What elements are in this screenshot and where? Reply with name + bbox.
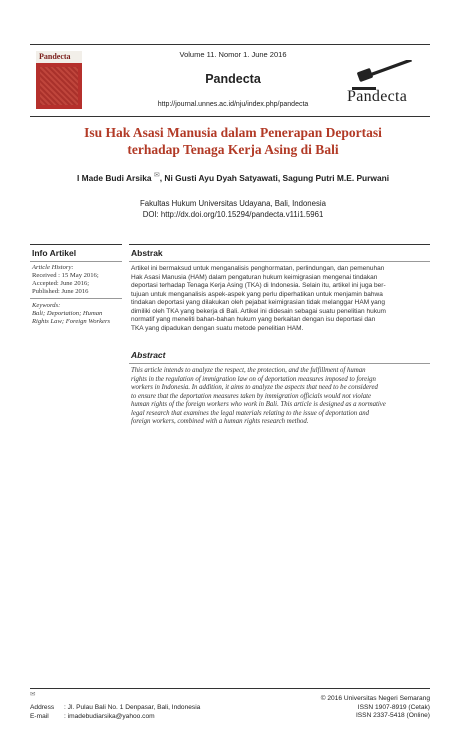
author-list [0,171,466,183]
address-value: : Jl. Pulau Bali No. 1 Denpasar, Bali, Indonesia [64,704,201,711]
article-title [0,124,466,158]
cover-title: Pandecta [39,52,71,61]
abstract-line: rights in the regulation of immigration law on of deportation measures imposed to foreign [131,375,376,383]
affiliation: Fakultas Hukum Universitas Udayana, Bali, Indonesia [140,199,326,208]
abstrak-line: Hak Asasi Manusia (HAM) dalam pengaturan hukum keimigrasian mengenai tindakan [131,273,378,281]
info-top-rule [30,244,122,245]
journal-name: Pandecta [205,72,261,86]
abstrak-line: deportasi terhadap Tenaga Kerja Asing (TKA) di Indonesia. Selain itu, artikel ini juga ber- [131,282,386,289]
title-line-2: terhadap Tenaga Kerja Asing di Bali [127,142,339,157]
abstract-line: foreign workers, combined with a human rights research method. [131,418,309,425]
doi-link[interactable]: DOI: http://dx.doi.org/10.15294/pandecta.v11i1.5961 [142,210,324,219]
abstract-line: workers in Indonesia. In addition, it aims to analyze the aspects that need to be considered [131,384,378,391]
footer-rule [30,688,430,689]
other-authors: , Ni Gusti Ayu Dyah Satyawati, Sagung Putri M.E. Purwani [159,172,390,183]
abstrak-text [131,265,429,333]
copyright: © 2016 Universitas Negeri Semarang [320,695,430,702]
accepted-date: Accepted: June 2016; [32,280,90,287]
abstract-heading-rule [129,363,430,364]
keywords-label: Keywords: [32,302,61,309]
abstrak-heading: Abstrak [131,248,163,258]
envelope-icon: ✉ [153,172,160,179]
info-artikel-heading: Info Artikel [32,248,77,258]
published-date: Published: June 2016 [32,288,89,295]
abstrak-line: TKA yang dipadukan dengan suatu metode penelitian HAM. [131,324,304,332]
header-top-rule [30,44,430,45]
author-1: I Made Budi Arsika [76,172,152,183]
header-bottom-rule [30,116,430,117]
keywords-line-1: Bali; Deportation; Human [32,310,103,317]
abstract-line: legal research that examines the legal materials relating to the issue of deportation and [131,409,370,417]
abstract-text [131,367,429,427]
abstract-line: to ensure that the deportation measures taken by immigration officials would not violate [131,392,372,400]
abstract-heading: Abstract [131,350,166,360]
title-line-1: Isu Hak Asasi Manusia dalam Penerapan Deportasi [84,125,382,140]
address-label: Address [30,704,55,711]
footer-contact [30,704,200,721]
abstrak-line: tindakan deportasi yang dilakukan oleh pejabat keimigrasian tidak melanggar HAM yang [131,299,386,306]
keywords-block [32,302,124,326]
article-history [32,264,122,296]
info-heading-rule [30,261,122,262]
issn-print: ISSN 1907-8919 (Cetak) [357,703,430,711]
abstract-line: This article intends to analyze the respect, the protection, and the fulfillment of human [131,367,366,374]
footer-envelope-icon: ✉ [30,691,36,698]
abstrak-line: Artikel ini bermaksud untuk menganalisis penghormatan, perlindungan, dan pemenuhan [131,265,385,272]
keywords-line-2: Rights Law; Foreign Workers [32,318,111,325]
abstrak-line: dimiliki oleh TKA yang bekerja di Bali. Artikel ini didesain sebagai suatu penelitian hukum [131,307,386,315]
issn-online: ISSN 2337-5418 (Online) [355,712,430,720]
keywords-rule [30,298,122,299]
abstrak-top-rule [129,244,430,245]
footer-issn-block [321,695,430,721]
affiliation-block [0,198,466,220]
pandecta-logo-text: Pandecta [347,88,408,105]
abstrak-line: normatif yang meneliti bahan-bahan hukum yang berkaitan dengan isu deportasi dan [131,316,376,323]
abstrak-line: tujuan untuk menganalisis aspek-aspek yang perlu diperhatikan untuk menjamin bahwa [131,290,383,298]
email-value[interactable]: : imadebudiarsika@yahoo.com [64,712,155,720]
received-date: Received : 15 May 2016; [32,272,99,279]
email-label: E-mail [30,712,49,720]
abstrak-heading-rule [129,261,430,262]
history-label: Article History: [32,264,74,271]
abstract-line: human rights of the foreign workers who work in Bali. This article is designed as a normative [131,401,386,408]
journal-url[interactable]: http://journal.unnes.ac.id/nju/index.php/pandecta [157,101,309,108]
volume-info: Volume 11. Nomor 1. June 2016 [179,50,287,59]
